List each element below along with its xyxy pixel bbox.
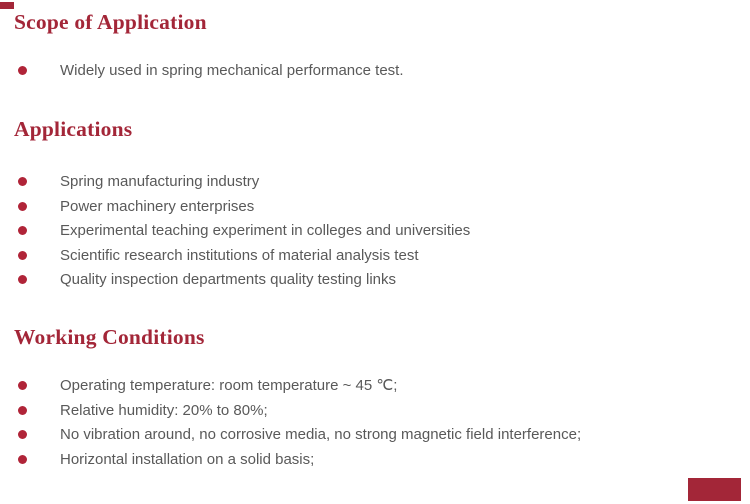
list-item: [18, 219, 470, 244]
list-item-text: Horizontal installation on a solid basis;: [60, 450, 315, 468]
bullet-dot-icon: [18, 381, 27, 390]
bullet-dot-icon: [18, 251, 27, 260]
bullet-dot-icon: [18, 406, 27, 415]
bullet-dot-icon: [18, 177, 27, 186]
scope-bullet-list: [18, 58, 404, 83]
list-item: [18, 243, 470, 268]
top-left-red-mark: [0, 2, 14, 9]
list-item: [18, 194, 470, 219]
bullet-dot-icon: [18, 202, 27, 211]
list-item: [18, 447, 581, 472]
bullet-dot-icon: [18, 430, 27, 439]
list-item: [18, 398, 581, 423]
bullet-dot-icon: [18, 66, 27, 75]
bullet-dot-icon: [18, 455, 27, 464]
list-item-text: Relative humidity: 20% to 80%;: [60, 401, 268, 419]
list-item-text: Experimental teaching experiment in colleges and universities: [60, 222, 471, 240]
list-item-text: Power machinery enterprises: [60, 197, 255, 215]
list-item: [18, 170, 470, 195]
list-item-text: Operating temperature: room temperature ~ 45 ℃;: [60, 377, 398, 395]
list-item-text: Widely used in spring mechanical performance test.: [60, 61, 404, 79]
list-item-text: No vibration around, no corrosive media, no strong magnetic field interference;: [60, 426, 582, 444]
list-item-text: Quality inspection departments quality testing links: [60, 271, 397, 289]
list-item-text: Spring manufacturing industry: [60, 173, 260, 191]
list-item: [18, 268, 470, 293]
list-item: [18, 423, 581, 448]
bottom-right-red-mark: [688, 478, 741, 501]
section-heading-applications: Applications: [14, 117, 133, 141]
list-item-text: Scientific research institutions of material analysis test: [60, 246, 419, 264]
list-item: [18, 58, 404, 83]
bullet-dot-icon: [18, 275, 27, 284]
working-conditions-bullet-list: [18, 374, 581, 472]
list-item: [18, 374, 581, 399]
section-heading-scope-of-application: Scope of Application: [14, 10, 207, 34]
applications-bullet-list: [18, 170, 470, 293]
bullet-dot-icon: [18, 226, 27, 235]
section-heading-working-conditions: Working Conditions: [14, 325, 205, 349]
